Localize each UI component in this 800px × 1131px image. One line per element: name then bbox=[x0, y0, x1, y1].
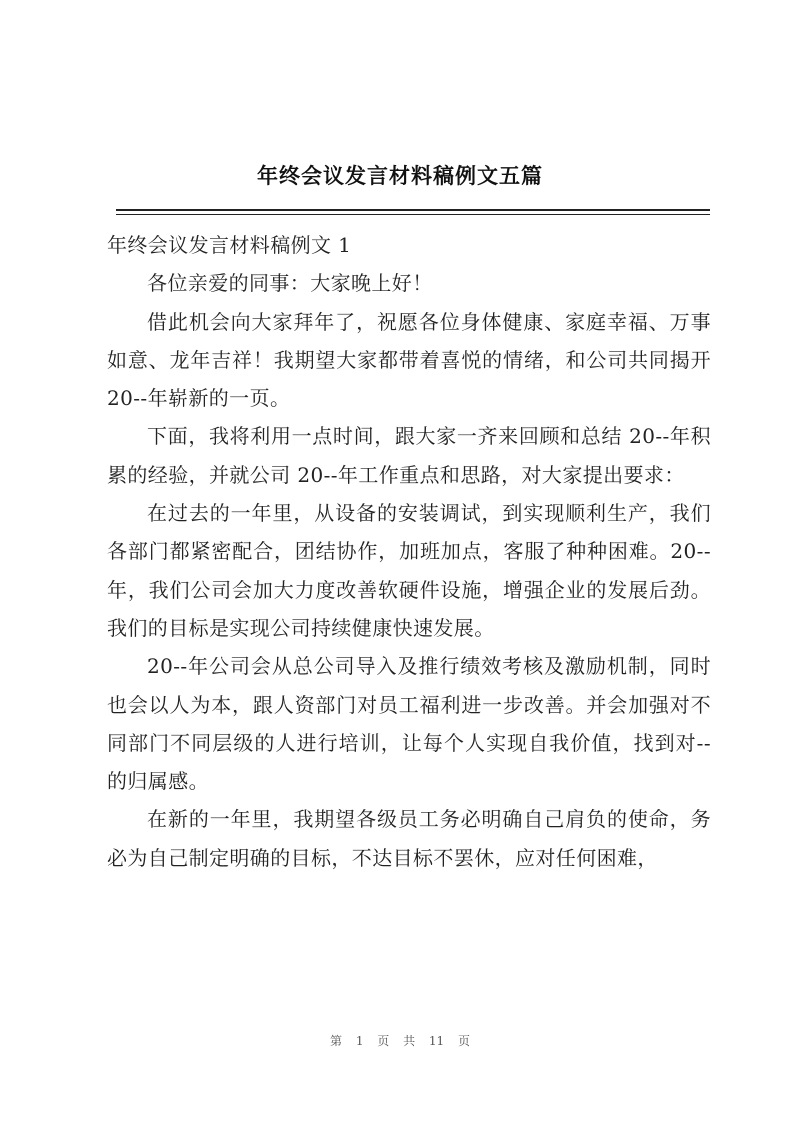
paragraph: 在过去的一年里，从设备的安装调试，到实现顺利生产，我们各部门都紧密配合，团结协作，加班加点，客服了种种困难。20--年，我们公司会加大力度改善软硬件设施，增强企业的发展后劲。我们的目标是实现公司持续健康快速发展。 bbox=[107, 501, 711, 640]
paragraph: 在新的一年里，我期望各级员工务必明确自己肩负的使命，务必为自己制定明确的目标，不达目标不罢休，应对任何困难， bbox=[107, 807, 711, 870]
title-divider-thick bbox=[116, 209, 710, 211]
document-body bbox=[107, 226, 711, 877]
paragraph: 下面，我将利用一点时间，跟大家一齐来回顾和总结 20--年积累的经验，并就公司 20--年工作重点和思路，对大家提出要求： bbox=[107, 424, 711, 487]
paragraph-greeting: 各位亲爱的同事：大家晚上好！ bbox=[147, 271, 433, 296]
title-divider-thin bbox=[116, 214, 710, 215]
paragraph: 20--年公司会从总公司导入及推行绩效考核及激励机制，同时也会以人为本，跟人资部门对员工福利进一步改善。并会加强对不同部门不同层级的人进行培训，让每个人实现自我价值，找到对--的归属感。 bbox=[107, 654, 711, 794]
document-title: 年终会议发言材料稿例文五篇 bbox=[257, 164, 543, 188]
paragraph: 借此机会向大家拜年了，祝愿各位身体健康、家庭幸福、万事如意、龙年吉祥！我期望大家都带着喜悦的情绪，和公司共同揭开 20--年崭新的一页。 bbox=[107, 309, 711, 411]
page-footer: 第 1 页 共 11 页 bbox=[330, 1034, 470, 1048]
section-heading: 年终会议发言材料稿例文 1 bbox=[107, 233, 352, 257]
